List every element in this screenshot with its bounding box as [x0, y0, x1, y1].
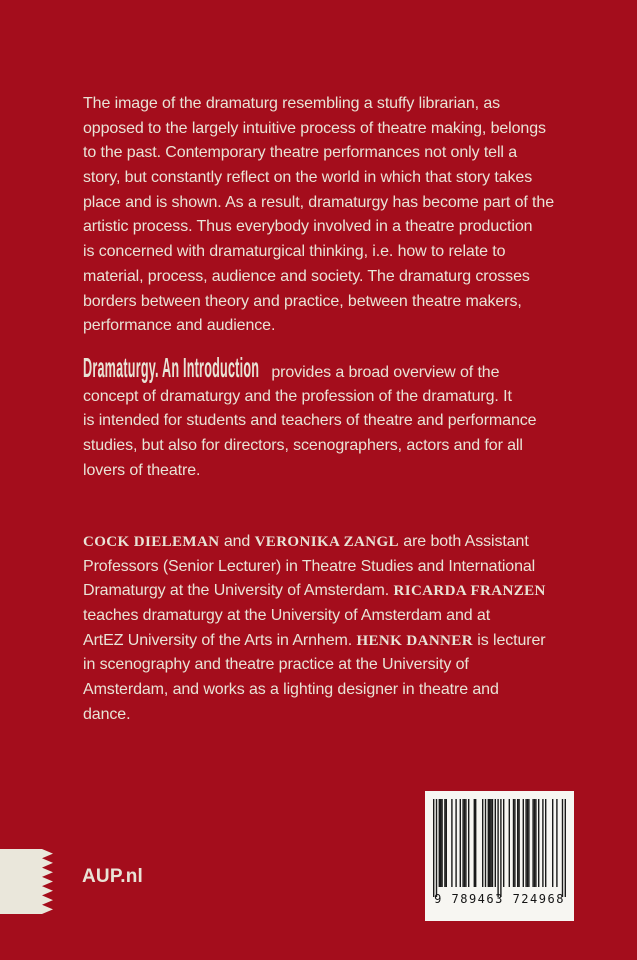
- text-line: [83, 314, 583, 339]
- text-line: [83, 579, 583, 604]
- text-run: Professors (Senior Lecturer) in Theatre Studies and International: [83, 557, 536, 575]
- text-line: [83, 352, 583, 383]
- text-run: opposed to the largely intuitive process of theatre making, belongs: [83, 119, 546, 137]
- author-name: RICARDA FRANZEN: [393, 583, 546, 600]
- text-run: material, process, audience and society. The dramaturg crosses: [83, 267, 530, 285]
- text-run: in scenography and theatre practice at the University of: [83, 656, 469, 674]
- text-line: [83, 290, 583, 315]
- text-line: [83, 240, 583, 265]
- text-run: to the past. Contemporary theatre performances not only tell a: [83, 144, 518, 162]
- text-line: [83, 191, 583, 216]
- text-run: dance.: [83, 705, 131, 723]
- author-name: COCK DIELEMAN: [83, 534, 220, 550]
- text-run: The image of the dramaturg resembling a stuffy librarian, as: [83, 95, 501, 112]
- text-run: provides a broad overview of the: [267, 364, 500, 381]
- text-run: borders between theory and practice, between theatre makers,: [83, 292, 522, 310]
- barcode: [425, 791, 574, 921]
- text-line: [83, 703, 583, 728]
- text-run: lovers of theatre.: [83, 461, 201, 479]
- author-name: HENK DANNER: [356, 632, 473, 649]
- text-run: is intended for students and teachers of theatre and performance: [83, 412, 537, 430]
- blurb-paragraph: [83, 92, 583, 339]
- text-run: teaches dramaturgy at the University of Amsterdam and at: [83, 607, 491, 625]
- text-line: [83, 434, 583, 459]
- text-run: Amsterdam, and works as a lighting designer in theatre and: [83, 681, 499, 699]
- barcode-bars-icon: [433, 799, 567, 899]
- text-line: [83, 459, 583, 484]
- barcode-number: 9 789463 724968: [434, 892, 565, 906]
- text-run: are both Assistant: [398, 533, 529, 550]
- publisher-logo: AUP.nl: [82, 866, 144, 887]
- intro-paragraph: [83, 352, 583, 483]
- text-line: [83, 166, 583, 191]
- text-line: [83, 92, 583, 117]
- text-line: [83, 215, 583, 240]
- text-run: ArtEZ University of the Arts in Arnhem.: [83, 631, 357, 649]
- text-line: [83, 629, 583, 654]
- text-run: place and is shown. As a result, dramaturgy has become part of the: [83, 193, 554, 211]
- text-line: [83, 653, 583, 678]
- text-run: artistic process. Thus everybody involved in a theatre production: [83, 218, 533, 236]
- text-run: studies, but also for directors, scenographers, actors and for all: [83, 437, 523, 455]
- text-run: is lecturer: [472, 631, 546, 649]
- series-title: [83, 352, 267, 386]
- text-run: is concerned with dramaturgical thinking, i.e. how to relate to: [83, 243, 506, 261]
- text-line: [83, 117, 583, 142]
- text-line: [83, 530, 583, 555]
- series-title-text: Dramaturgy. An Introduction: [83, 352, 260, 383]
- bookmark-ribbon: [0, 849, 54, 914]
- text-run: and: [219, 533, 255, 550]
- authors-paragraph: [83, 530, 583, 728]
- text-run: concept of dramaturgy and the profession of the dramaturg. It: [83, 387, 512, 405]
- text-line: [83, 409, 583, 434]
- text-line: [83, 265, 583, 290]
- text-line: [83, 604, 583, 629]
- text-line: [83, 555, 583, 580]
- author-name: VERONIKA ZANGL: [254, 534, 399, 550]
- text-run: performance and audience.: [83, 317, 276, 335]
- text-run: Dramaturgy at the University of Amsterdam.: [83, 582, 394, 600]
- text-line: [83, 141, 583, 166]
- text-run: story, but constantly reflect on the world in which that story takes: [83, 169, 533, 187]
- text-line: [83, 385, 583, 410]
- text-line: [83, 678, 583, 703]
